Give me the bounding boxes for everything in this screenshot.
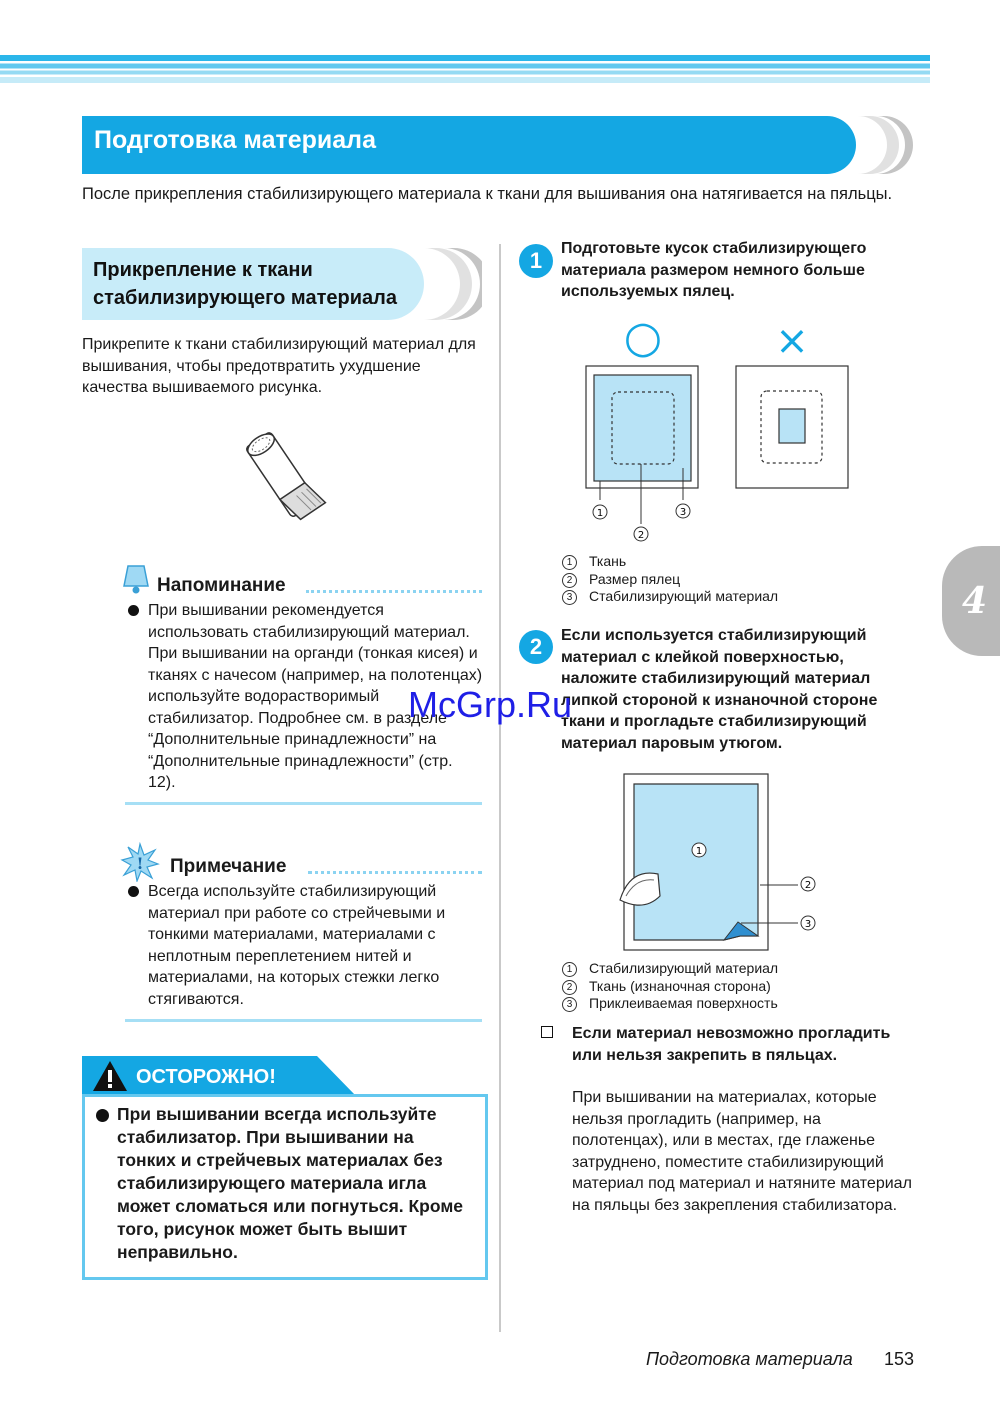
legend-num: 1 (562, 555, 577, 570)
intro-paragraph: После прикрепления стабилизирующего материала к ткани для вышивания она натягивается на пяльцы. (82, 185, 893, 203)
note-bullet (128, 886, 139, 897)
page-number: 153 (884, 1349, 915, 1369)
legend-text: Стабилизирующий материал (589, 588, 779, 604)
reminder-bottom-rule (125, 802, 482, 805)
section-title-decoration (420, 248, 482, 320)
legend-text: Ткань (589, 553, 627, 569)
step-1-text: Подготовьте кусок стабилизирующего материала размером немного больше используемых пялец. (561, 240, 867, 300)
legend-num: 1 (562, 962, 577, 977)
watermark: McGrp.Ru (408, 684, 573, 725)
legend-item (562, 978, 778, 996)
bad-mark: × (775, 318, 809, 364)
chapter-number: 4 (962, 580, 988, 622)
section-title (93, 256, 397, 312)
reminder-bullet (128, 605, 139, 616)
bell-icon (118, 560, 154, 596)
fig1-callout-3: 3 (679, 507, 687, 518)
figure-stabilizer-size (560, 318, 880, 550)
warning-bullet (96, 1109, 109, 1122)
note-bottom-rule (125, 1019, 482, 1022)
legend-num: 3 (562, 997, 577, 1012)
reminder-title-rule (306, 590, 482, 593)
warning-text: При вышивании всегда используйте стабилизатор. При вышивании на тонких и стрейчевых материалах без стабилизирующего материала игла может сломаться или погнуться. Кроме того, рисунок может быть вышит неправильно. (117, 1104, 464, 1262)
note-title-rule (308, 871, 482, 874)
legend-num: 2 (562, 573, 577, 588)
fig2-callout-2: 2 (804, 880, 812, 891)
checkbox-square-icon (541, 1026, 553, 1038)
legend-text: Стабилизирующий материал (589, 960, 779, 976)
legend-text: Размер пялец (589, 570, 681, 587)
stabilizer-roll-icon (232, 420, 332, 528)
reminder-text: При вышивании рекомендуется использовать стабилизирующий материал. При вышивании на органди (тонкая кисея) и тканях с начесом (например, на полотенцах) используйте водорастворимый стабилизатор. Подробнее см. в разделе “Дополнительные принадлежности” на “Дополнительные принадлежности” (стр. 12). (148, 602, 483, 791)
header-stripe (0, 55, 930, 83)
column-divider (499, 244, 501, 1332)
legend-num: 2 (562, 980, 577, 995)
good-mark: ○ (623, 318, 663, 363)
section-title-line2: стабилизирующего материала (93, 287, 397, 309)
fig1-callout-1: 1 (596, 508, 604, 519)
legend-text: Ткань (изнаночная сторона) (589, 977, 771, 994)
step-1-number: 1 (519, 244, 553, 278)
fig1-callout-2: 2 (637, 530, 645, 541)
figure2-legend (562, 960, 778, 1013)
svg-text:!: ! (136, 854, 144, 873)
page-title: Подготовка материала (94, 126, 376, 154)
legend-item (562, 553, 778, 571)
legend-item (562, 960, 778, 978)
tip-text: При вышивании на материалах, которые нельзя прогладить (например, на полотенцах), или в местах, где глаженье затруднено, поместите стабилизирующий материал под материал и натяните материал на пяльцы без закрепления стабилизатора. (572, 1089, 912, 1214)
step-2-text: Если используется стабилизирующий материал с клейкой поверхностью, наложите стабилизирующий материал липкой стороной к изнаночной стороне ткани и прогладьте стабилизирующий материал паровым утюгом. (561, 627, 878, 752)
section-title-line1: Прикрепление к ткани (93, 259, 313, 281)
reminder-title: Напоминание (157, 575, 286, 596)
warning-triangle-icon (92, 1060, 128, 1092)
legend-item (562, 571, 778, 589)
fig2-callout-3: 3 (804, 919, 812, 930)
title-bar-decoration (852, 116, 914, 174)
legend-item (562, 995, 778, 1013)
footer-title: Подготовка материала (646, 1349, 853, 1369)
fig2-callout-1: 1 (695, 846, 703, 857)
note-text: Всегда используйте стабилизирующий материал при работе со стрейчевыми и тонкими материалами, материалами с неплотным переплетением нитей и материалами, на которых стежки легко стягиваются. (148, 883, 446, 1008)
figure1-legend (562, 553, 778, 606)
section-paragraph: Прикрепите к ткани стабилизирующий материал для вышивания, чтобы предотвратить ухудшение качества вышиваемого рисунка. (82, 336, 476, 396)
step-2-number: 2 (519, 630, 553, 664)
warning-title: ОСТОРОЖНО! (136, 1066, 276, 1088)
legend-text: Приклеиваемая поверхность (589, 995, 778, 1011)
figure-iron-stabilizer (600, 770, 830, 960)
tip-title: Если материал невозможно прогладить или нельзя закрепить в пяльцах. (572, 1025, 891, 1064)
legend-item (562, 588, 778, 606)
legend-num: 3 (562, 590, 577, 605)
note-title: Примечание (170, 856, 287, 877)
starburst-note-icon (120, 842, 160, 882)
